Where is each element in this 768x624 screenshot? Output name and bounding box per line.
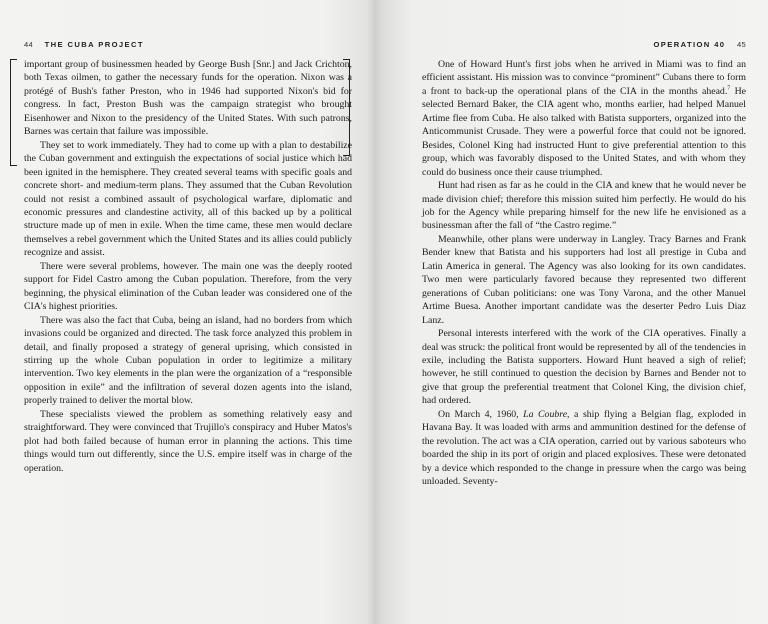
right-page xyxy=(382,0,768,624)
right-body-text xyxy=(422,58,746,489)
right-running-title: OPERATION 40 xyxy=(653,40,726,49)
right-running-head xyxy=(422,40,746,54)
right-paragraph xyxy=(422,408,746,489)
right-paragraph: Meanwhile, other plans were underway in Langley. Tracy Barnes and Frank Bender knew that Batista and his supporters had lost all prestige in Cuba and Latin America in general. The Agency was also looking for its own candidates. Two men were particularly favored because they represented two different generations of Cuban politicians: one was Tony Varona, and the other Manuel Artime Buesa. Another important candidate was the deserter Pedro Luis Diaz Lanz. xyxy=(422,233,746,326)
left-running-head xyxy=(24,40,352,54)
ship-name: La Coubre xyxy=(523,408,568,420)
right-paragraph xyxy=(422,58,746,179)
right-page-number: 45 xyxy=(736,40,746,49)
paragraph-text: , a ship flying a Belgian flag, exploded in Havana Bay. It was loaded with arms and ammunition destined for the defense of the revolution. The act was a CIA operation, carried out by various saboteurs who boarded the ship in its port of origin and placed explosives. These were detonated by a device which responded to the change in pressure when the cargo was being unloaded. Seventy- xyxy=(422,408,746,488)
paragraph-text: He selected Bernard Baker, the CIA agent who, months earlier, had helped Manuel Artime flee from Cuba. He also talked with Batista supporters, organized into the Anticommunist Crusade. They were a powerful force that could not be ignored. Besides, Colonel King had instructed Hunt to give preferential attention to this group, which was favorably disposed to the United States, and with whom they could do business once their cause triumphed. xyxy=(422,85,746,178)
left-page-number: 44 xyxy=(24,40,34,49)
left-paragraph: important group of businessmen headed by George Bush [Snr.] and Jack Crichton, both Texas oilmen, to gather the necessary funds for the operation. Nixon was a protégé of Bush's father Preston, who in 1946 had supported Nixon's bid for congress. In fact, Preston Bush was the campaign strategist who brought Eisenhower and Nixon to the presidency of the United States. With such patrons, Barnes was certain that failure was impossible. xyxy=(24,59,352,138)
right-paragraph: Hunt had risen as far as he could in the CIA and knew that he would never be made division chief; therefore this mission suited him perfectly. He would do his job for the Agency while preparing himself for the new life he envisioned as a businessman after the fall of “the Castro regime.” xyxy=(422,180,746,232)
left-paragraph: They set to work immediately. They had to come up with a plan to destabilize the Cuban government and extinguish the expectations of social justice which had been ignited in the hemisphere. They created several teams with specific goals and concrete short- and medium-term plans. They assumed that the Cuban Revolution could not resist a combined assault of psychological warfare, diplomatic and economic pressures and clandestine activity, all of this backed up by a political structure made up of men in exile. When the time came, these men would declare themselves a rebel government which the United States and its allies could publicly recognize and assist. xyxy=(24,139,352,259)
paragraph-text: On March 4, 1960, xyxy=(438,408,524,420)
right-paragraph: Personal interests interfered with the work of the CIA operatives. Finally a deal was struck: the political front would be represented by all of the tendencies in exile, including the Batista supporters. Howard Hunt heaved a sigh of relief; however, he still continued to question the decision by Barnes and Bender not to give that group the preferential treatment that Colonel King, the division chief, had ordered. xyxy=(422,328,746,407)
book-gutter xyxy=(368,0,382,624)
left-running-title: THE CUBA PROJECT xyxy=(44,40,144,49)
left-body-text xyxy=(24,58,352,475)
left-page xyxy=(0,0,368,624)
bracket-left xyxy=(10,59,17,166)
paragraph-text: One of Howard Hunt's first jobs when he arrived in Miami was to find an efficient assistant. His mission was to convince “prominent” Cubans there to form a front to back-up the operational plans of the CIA in the months ahead. xyxy=(422,59,746,97)
left-paragraph: There were several problems, however. The main one was the deeply rooted support for Fidel Castro among the Cuban population. Therefore, from the very beginning, the physical elimination of the Cuban leader was considered one of the CIA's highest priorities. xyxy=(24,260,352,313)
left-paragraph: These specialists viewed the problem as something relatively easy and straightforward. They were convinced that Trujillo's conspiracy and Huber Matos's plot had both failed because of human error in planning the actions. This time things would turn out differently, since the U.S. empire itself was in charge of the operation. xyxy=(24,408,352,474)
left-paragraph: There was also the fact that Cuba, being an island, had no borders from which invasions could be organized and directed. The task force analyzed this problem in detail, and finally proposed a strategy of general uprising, which consisted in stirring up the whole Cuban population in order to legitimize a military intervention. Two key elements in the plan were the organization of a “responsible opposition in exile” and the infiltration of several dozen agents into the island, properly trained to deliver the mortal blow. xyxy=(24,314,352,407)
footnote-marker: 7 xyxy=(727,85,731,92)
